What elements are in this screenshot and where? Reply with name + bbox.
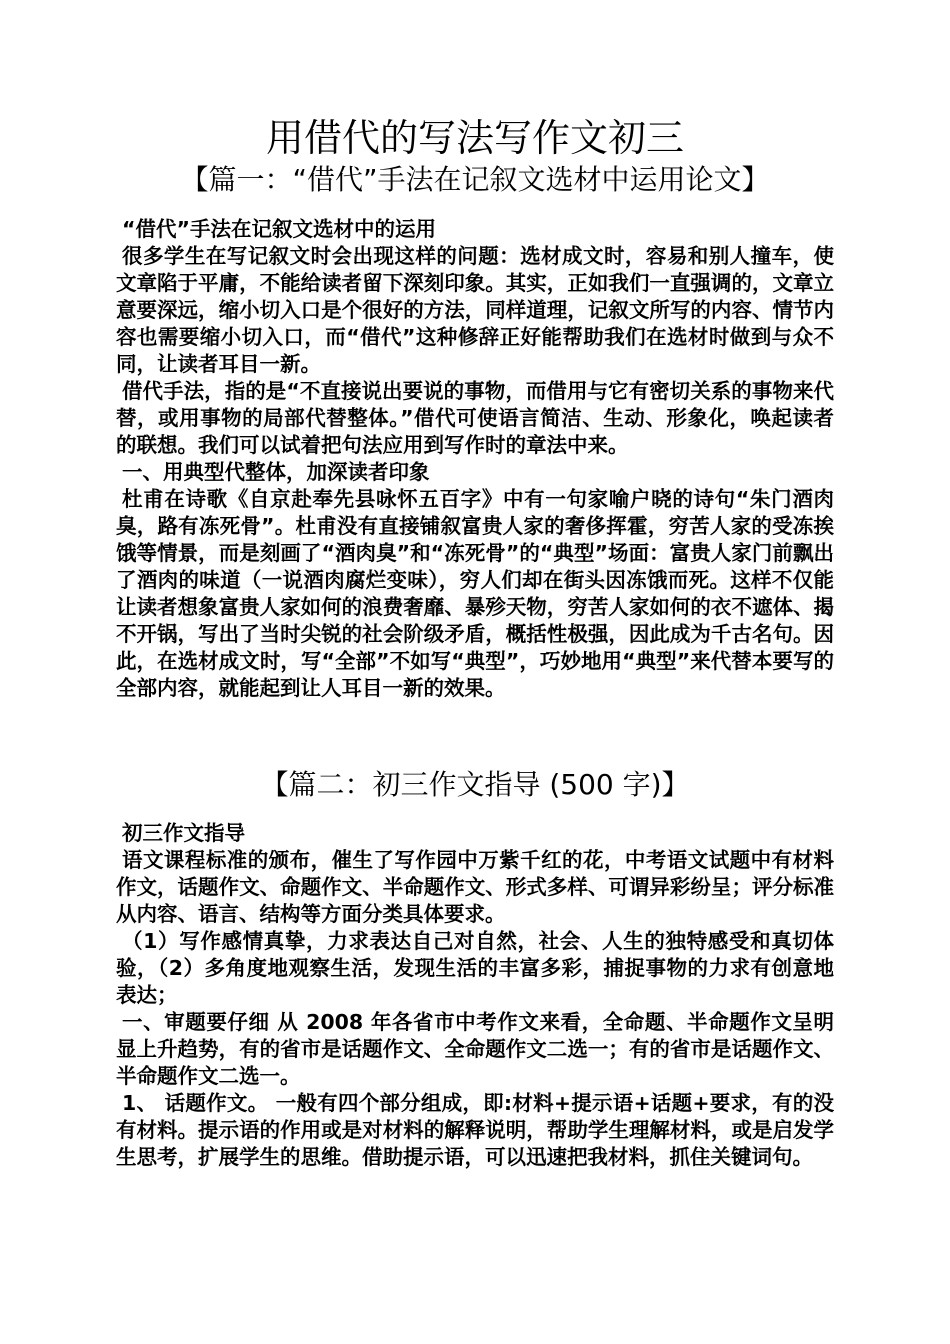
part2-paragraph: 1、 话题作文。 一般有四个部分组成，即:材料+提示语+话题+要求，有的没有材料。提示语的作用或是对材料的解释说明，帮助学生理解材料，或是启发学生思考，扩展学生的思维。借助提示语，可以迅速把我材料，抓住关键词句。 — [116, 1091, 834, 1169]
part2-paragraph: （1）写作感情真挚，力求表达自己对自然，社会、人生的独特感受和真切体验，（2）多角度地观察生活，发现生活的丰富多彩，捕捉事物的力求有创意地表达； — [116, 929, 834, 1007]
part1-body — [116, 216, 834, 702]
part1-paragraph: 很多学生在写记叙文时会出现这样的问题：选材成文时，容易和别人撞车，使文章陷于平庸，不能给读者留下深刻印象。其实，正如我们一直强调的，文章立意要深远，缩小切入口是个很好的方法，同样道理，记叙文所写的内容、情节内容也需要缩小切入口，而“借代”这种修辞正好能帮助我们在选材时做到与众不同，让读者耳目一新。 — [116, 244, 834, 376]
part1-heading: 【篇一：“借代”手法在记叙文选材中运用论文】 — [180, 163, 770, 196]
part1-section-heading: 一、用典型代整体，加深读者印象 — [122, 460, 430, 484]
part2-paragraph: 语文课程标准的颁布，催生了写作园中万紫千红的花，中考语文试题中有材料作文，话题作文、命题作文、半命题作文、形式多样、可谓异彩纷呈；评分标准从内容、语言、结构等方面分类具体要求。 — [116, 848, 834, 926]
part1-paragraph: 杜甫在诗歌《自京赴奉先县咏怀五百字》中有一句家喻户晓的诗句“朱门酒肉臭，路有冻死骨”。杜甫没有直接铺叙富贵人家的奢侈挥霍，穷苦人家的受冻挨饿等情景，而是刻画了“酒肉臭”和“冻死骨”的“典型”场面：富贵人家门前飘出了酒肉的味道（一说酒肉腐烂变味），穷人们却在街头因冻饿而死。这样不仅能让读者想象富贵人家如何的浪费奢靡、暴殄天物，穷苦人家如何的衣不遮体、揭不开锅，写出了当时尖锐的社会阶级矛盾，概括性极强，因此成为千古名句。因此，在选材成文时，写“全部”不如写“典型”，巧妙地用“典型”来代替本要写的全部内容，就能起到让人耳目一新的效果。 — [116, 487, 834, 700]
part2-body — [116, 820, 834, 1171]
part1-paragraph: 借代手法，指的是“不直接说出要说的事物，而借用与它有密切关系的事物来代替，或用事物的局部代替整体。”借代可使语言简洁、生动、形象化，唤起读者的联想。我们可以试着把句法应用到写作时的章法中来。 — [116, 379, 834, 457]
part2-paragraph: 一、审题要仔细 从 2008 年各省市中考作文来看，全命题、半命题作文呈明显上升趋势，有的省市是话题作文、全命题作文二选一；有的省市是话题作文、半命题作文二选一。 — [116, 1010, 834, 1088]
part2-heading: 【篇二：初三作文指导 (500 字)】 — [260, 768, 690, 801]
part2-paragraph-title: 初三作文指导 — [122, 821, 245, 845]
part1-paragraph-title: “借代”手法在记叙文选材中的运用 — [122, 217, 436, 241]
document-title: 用借代的写法写作文初三 — [265, 116, 684, 160]
